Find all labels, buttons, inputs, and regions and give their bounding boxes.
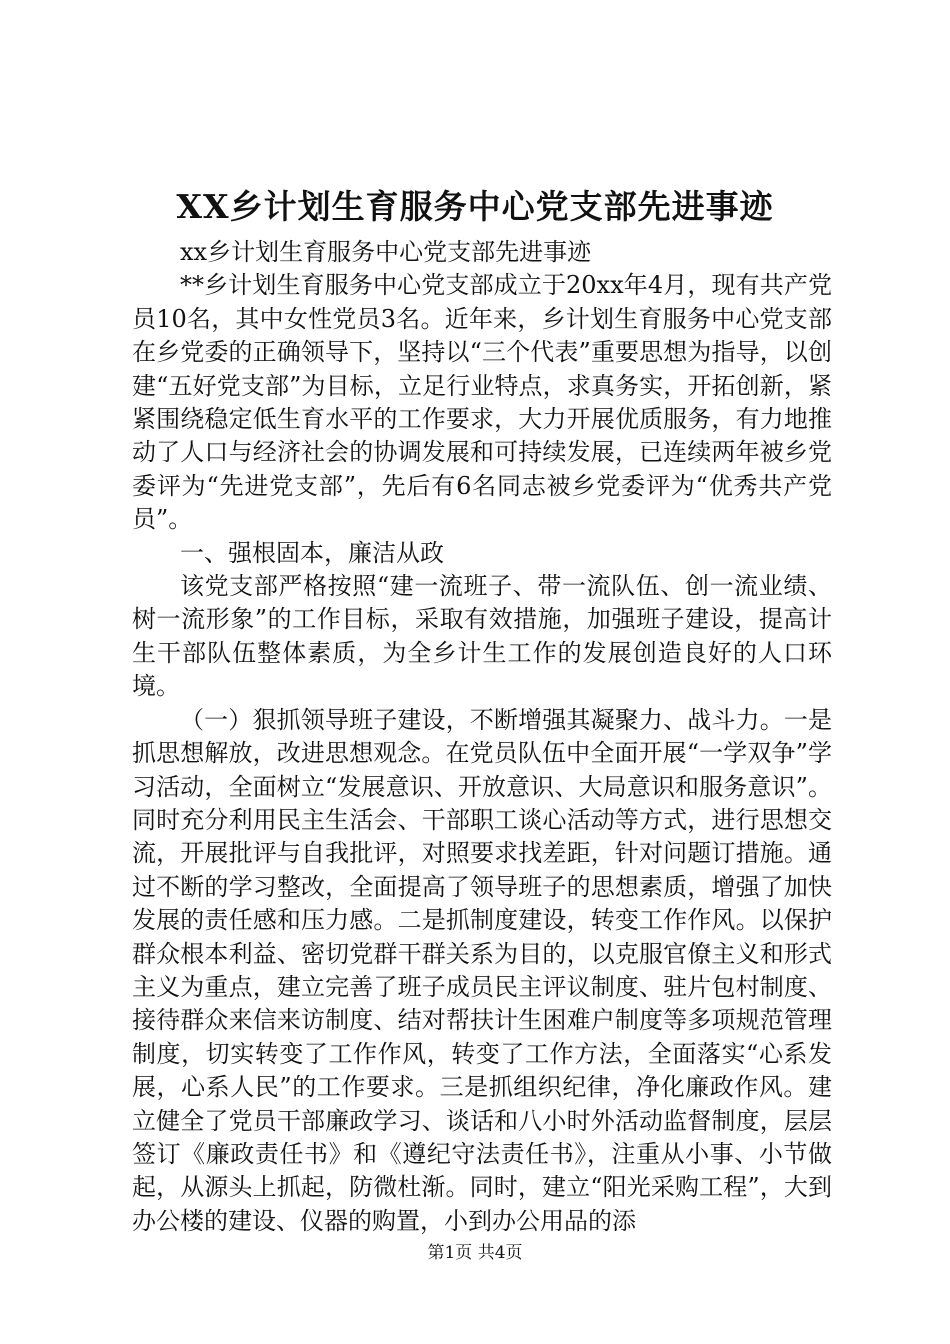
paragraph-section-intro: 该党支部严格按照“建一流班子、带一流队伍、创一流业绩、树一流形象”的工作目标，采取有效措施，加强班子建设，提高计生干部队伍整体素质，为全乡计生工作的发展创造良好的人口环境。 [132,572,832,701]
section-heading: 一、强根固本，廉洁从政 [180,538,444,567]
document-body [132,236,832,1238]
paragraph-leadership: （一）狠抓领导班子建设，不断增强其凝聚力、战斗力。一是抓思想解放，改进思想观念。在党员队伍中全面开展“一学双争”学习活动，全面树立“发展意识、开放意识、大局意识和服务意识”。同时充分利用民主生活会、干部职工谈心活动等方式，进行思想交流，开展批评与自我批评，对照要求找差距，针对问题订措施。通过不断的学习整改，全面提高了领导班子的思想素质，增强了加快发展的责任感和压力感。二是抓制度建设，转变工作作风。以保护群众根本利益、密切党群干群关系为目的，以克服官僚主义和形式主义为重点，建立完善了班子成员民主评议制度、驻片包村制度、接待群众来信来访制度、结对帮扶计生困难户制度等多项规范管理制度，切实转变了工作作风，转变了工作方法，全面落实“心系发展，心系人民”的工作要求。三是抓组织纪律，净化廉政作风。建立健全了党员干部廉政学习、谈话和八小时外活动监督制度，层层签订《廉政责任书》和《遵纪守法责任书》，注重从小事、小节做起，从源头上抓起，防微杜渐。同时，建立“阳光采购工程”，大到办公楼的建设、仪器的购置，小到办公用品的添 [132,705,832,1235]
paragraph-subtitle: xx乡计划生育服务中心党支部先进事迹 [180,238,592,266]
document-title: XX乡计划生育服务中心党支部先进事迹 [176,187,774,226]
page-number: 第1页 共4页 [427,1243,523,1263]
paragraph-intro: **乡计划生育服务中心党支部成立于20xx年4月，现有共产党员10名，其中女性党员3名。近年来，乡计划生育服务中心党支部在乡党委的正确领导下，坚持以“三个代表”重要思想为指导，以创建“五好党支部”为目标，立足行业特点，求真务实，开拓创新，紧紧围绕稳定低生育水平的工作要求，大力开展优质服务，有力地推动了人口与经济社会的协调发展和可持续发展，已连续两年被乡党委评为“先进党支部”，先后有6名同志被乡党委评为“优秀共产党员”。 [132,271,832,534]
